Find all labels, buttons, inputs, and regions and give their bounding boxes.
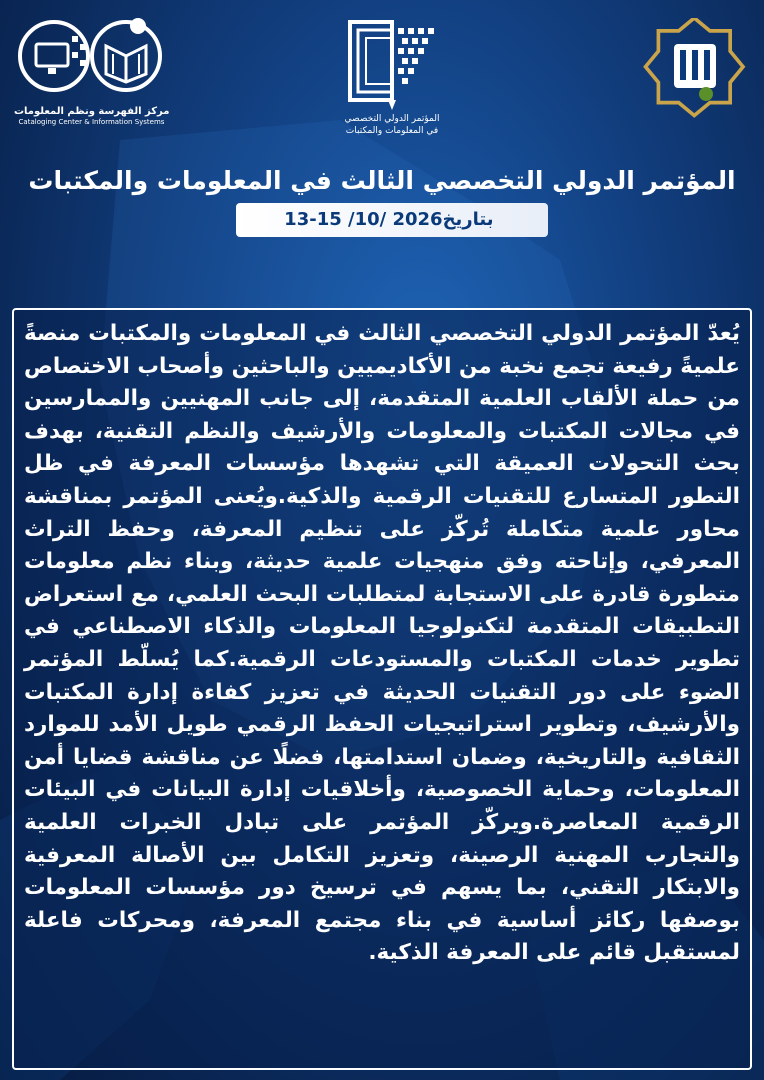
body-paragraph: يُعدّ المؤتمر الدولي التخصصي الثالث في المعلومات والمكتبات منصةً علميةً رفيعة تجمع نخبة من الأكاديميين والباحثين وأصحاب الاختصاص من حملة الألقاب العلمية المتقدمة، إلى جانب المهنيين والممارسين في مجالات المكتبات والمعلومات والأرشيف والنظم التقنية، بهدف بحث التحولات العميقة التي تشهدها مؤسسات المعرفة في ظل التطور المتسارع للتقنيات الرقمية والذكية.ويُعنى المؤتمر بمناقشة محاور علمية متكاملة تُركّز على تنظيم المعرفة، وحفظ التراث المعرفي، وإتاحته وفق منهجيات علمية حديثة، وبناء نظم معلومات متطورة قادرة على الاستجابة لمتطلبات البحث العلمي، مع استعراض التطبيقات المتقدمة لتكنولوجيا المعلومات والذكاء الاصطناعي في تطوير خدمات المكتبات والمستودعات الرقمية.كما يُسلّط المؤتمر الضوء على دور التقنيات الحديثة في تعزيز كفاءة إدارة المكتبات والأرشيف، وتطوير استراتيجيات الحفظ الرقمي طويل الأمد للموارد الثقافية والتاريخية، وضمان استدامتها، فضلًا عن مناقشة قضايا أمن المعلومات، وحماية الخصوصية، وأخلاقيات إدارة البيانات في البيئات الرقمية المعاصرة.ويركّز المؤتمر على تبادل الخبرات العلمية والتجارب المهنية الرصينة، وتعزيز التكامل بين الأصالة المعرفية والابتكار التقني، بما يسهم في ترسيخ دور مؤسسات المعلومات بوصفها ركائز أساسية في بناء مجتمع المعرفة، ومحركات فاعلة لمستقبل قائم على المعرفة الذكية.: [24, 321, 740, 966]
conference-logo: [332, 8, 452, 150]
conference-title: المؤتمر الدولي التخصصي الثالث في المعلومات والمكتبات: [28, 166, 736, 195]
logo-center-caption-2: في المعلومات والمكتبات: [345, 126, 439, 136]
cataloging-center-logo: [14, 14, 169, 126]
date-value: 13-15 /10/ 2026: [284, 209, 443, 230]
shrine-emblem-icon: [640, 18, 750, 118]
date-prefix: بتاريخ: [442, 209, 500, 230]
conference-book-icon: [332, 8, 452, 112]
date-banner: [236, 203, 548, 237]
logo-center-caption-1: المؤتمر الدولي التخصصي: [344, 114, 440, 124]
cataloging-center-icon: [14, 14, 169, 104]
logo-left-caption-ar: مركز الفهرسة ونظم المعلومات: [14, 106, 170, 117]
logo-left-caption-en: Cataloging Center & Information Systems: [18, 118, 165, 126]
shrine-emblem-logo: [640, 18, 750, 118]
header-logos: [0, 8, 764, 148]
